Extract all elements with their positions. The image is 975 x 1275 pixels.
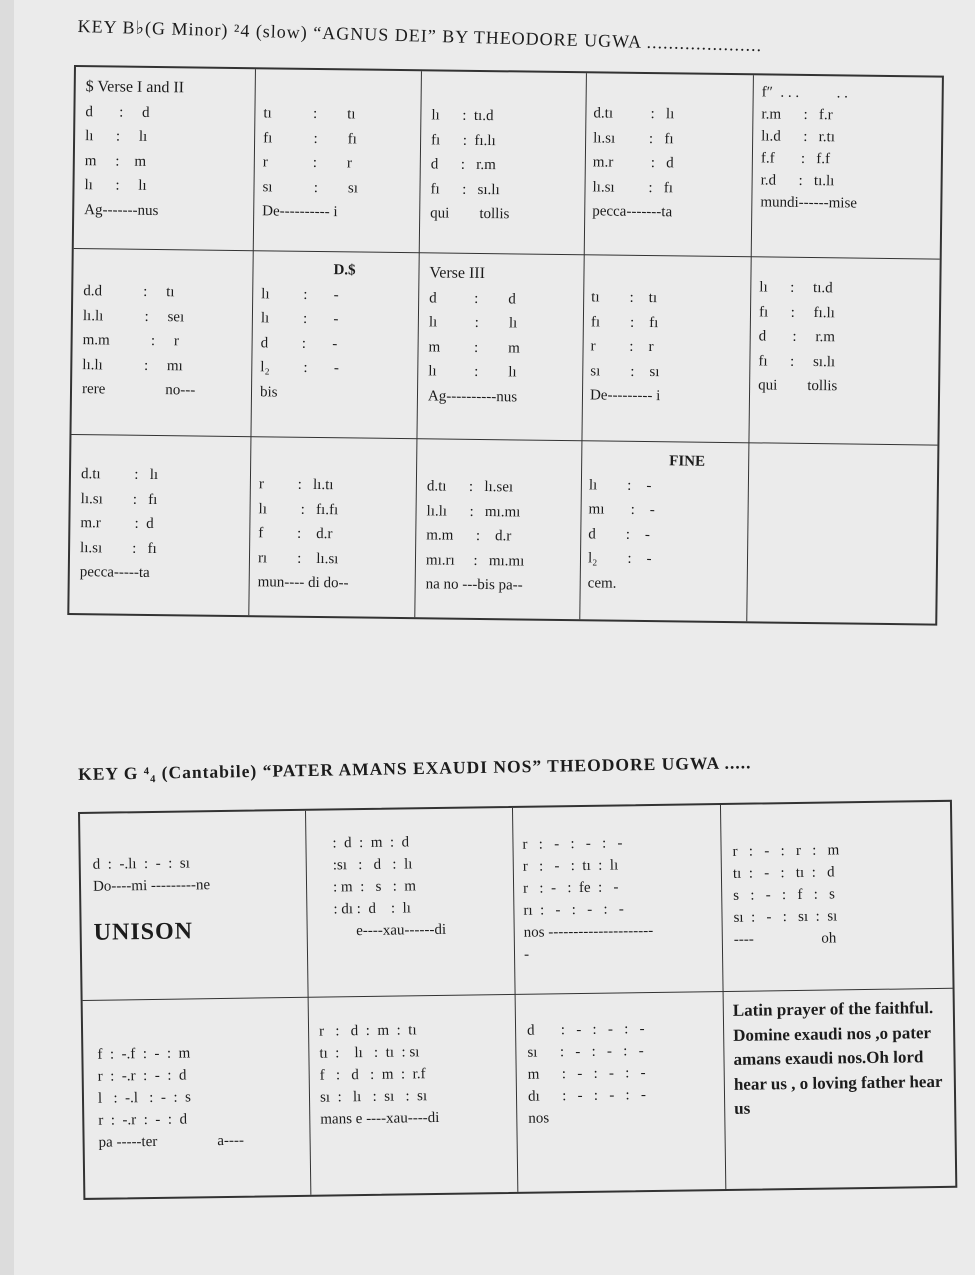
lyric-line: qui tollis (758, 377, 838, 395)
col-divider (248, 69, 256, 615)
note-line: d : - (588, 525, 651, 543)
note-line: lı.sı : fı (80, 539, 157, 557)
score-cell (733, 996, 950, 1121)
note-line: lı.sı : fı (592, 178, 674, 196)
note-line: r : -.r : - : d (97, 1067, 187, 1085)
note-line: lı : lı (84, 177, 147, 194)
note-line: m : - : - : - (527, 1065, 646, 1083)
note-line: lı : fı.fı (258, 500, 339, 518)
note-line: lı.d : r.tı (761, 128, 836, 146)
note-line: : m : s : m (332, 878, 417, 896)
note-line: r : - : fe : - (523, 879, 619, 897)
note-line: d : r.m (758, 328, 836, 346)
note-line: mı : - (588, 501, 655, 519)
lyric-line: Ag----------nus (427, 387, 518, 405)
dal-segno-marker: D.$ (333, 262, 356, 279)
page-edge (0, 0, 14, 1275)
note-line: lı.lı : mı (82, 356, 183, 374)
note-line: lı : lı (85, 128, 148, 145)
col-divider (746, 75, 754, 621)
note-line: m : m (84, 152, 147, 170)
note-line: fı : fı.lı (758, 303, 835, 321)
note-line: lı : - (261, 285, 339, 303)
note-line: tı : - : tı : d (732, 864, 835, 882)
note-line: fı : fı (590, 313, 659, 331)
note-line: sı : sı (590, 362, 660, 380)
note-line: l₂ : - (260, 359, 339, 377)
note-line: r : - : r : m (732, 842, 840, 860)
lyric-line: mans e ----xau----di (320, 1109, 440, 1128)
note-line: rı : lı.sı (257, 549, 339, 567)
note-line: r : r (262, 154, 353, 172)
note-line: d.d : tı (83, 283, 175, 301)
song2-title: KEY G ⁴₄ (Cantabile) “PATER AMANS EXAUDI NOS” THEODORE UGWA ..... (78, 752, 752, 784)
note-line: f.f : f.f (760, 150, 831, 168)
lyric-line: na no ---bis pa-- (425, 576, 523, 594)
score-cell (590, 285, 662, 408)
note-line: l₂ : - (587, 550, 652, 568)
note-line: lı : - (260, 310, 339, 328)
lyric-line: e----xau------di (333, 921, 447, 940)
note-line: l : -.l : - : s (97, 1089, 192, 1107)
col-divider (305, 811, 311, 1195)
lyric-line: mundi------mise (760, 194, 858, 212)
note-line: r.m : f.r (761, 106, 833, 124)
lyric-line: De---------- i (262, 203, 338, 221)
note-line: s : - : f : s (733, 886, 836, 904)
score-cell (332, 831, 446, 943)
lyric-line: cem. (587, 574, 617, 592)
lyric-line: qui tollis (430, 205, 510, 223)
score-cell (84, 75, 184, 223)
note-line: fı : sı.lı (430, 180, 500, 198)
note-line: lı : tı.d (431, 107, 494, 125)
score-cell (760, 81, 858, 214)
fine-marker: FINE (669, 453, 706, 470)
note-line: lı : - (588, 476, 652, 494)
row-divider (74, 248, 940, 260)
lyric-line: pecca-----ta (79, 564, 150, 581)
note-line: r : d : m : tı (318, 1022, 417, 1040)
note-line: d : r.m (430, 156, 496, 174)
note-line: lı.lı : seı (82, 307, 185, 325)
note-line: r : -.r : - : d (98, 1111, 188, 1129)
pater-amans-score-table (78, 800, 957, 1200)
lyric-line: bis (259, 383, 278, 401)
note-line: tı : lı : tı : sı (319, 1044, 420, 1062)
note-line: d : d (85, 103, 150, 121)
note-line: : dı : d : lı (333, 900, 412, 918)
note-line: tı : tı (263, 105, 356, 123)
lyric-line: ---- oh (733, 930, 837, 948)
note-line: : d : m : d (332, 834, 410, 852)
score-cell (428, 261, 521, 409)
agnus-dei-score-table (67, 65, 944, 626)
note-line: f : d.r (258, 525, 333, 543)
lyric-line: mun---- di do-- (257, 574, 349, 592)
note-line: r : - : tı : lı (522, 857, 619, 875)
note-line: m.r : d (592, 154, 674, 172)
note-line: f : -.f : - : m (97, 1045, 191, 1063)
note-line: m.r : d (80, 515, 154, 533)
score-cell (426, 474, 526, 598)
score-cell (527, 1018, 646, 1130)
note-line: lı.sı : fı (593, 129, 674, 147)
col-divider (720, 805, 726, 1189)
note-line: d : d (429, 289, 516, 307)
note-line: fı : fı.lı (431, 131, 496, 149)
note-line: dı : - : - : - (527, 1087, 647, 1105)
note-line: mı.rı : mı.mı (425, 551, 525, 570)
score-cell (93, 852, 211, 944)
score-cell (588, 448, 706, 596)
note-line: m.m : r (82, 332, 179, 350)
score-cell (97, 1042, 244, 1154)
lyric-line: pecca-------ta (592, 203, 673, 221)
note-line: r.d : tı.lı (760, 172, 835, 190)
note-line: lı.sı : fı (80, 490, 158, 508)
col-divider (512, 808, 518, 1192)
note-line: fı : fı (263, 129, 357, 147)
score-cell (80, 462, 159, 585)
lyric-line: pa -----ter a---- (98, 1132, 245, 1151)
verse-marker: Verse III (429, 264, 486, 283)
lyric-line: rere no--- (81, 381, 196, 399)
col-divider (579, 73, 587, 619)
song1-title: KEY B♭(G Minor) ²4 (slow) “AGNUS DEI” BY THEODORE UGWA ..................... (77, 16, 763, 56)
note-line: d : - (260, 334, 338, 352)
score-cell (260, 257, 356, 405)
note-line: f : d : m : r.f (319, 1066, 426, 1084)
note-line: lı : tı.d (759, 279, 833, 297)
score-cell (82, 279, 197, 403)
lyric-line: nos (528, 1110, 550, 1127)
continuation-dash: - (523, 946, 530, 963)
row-divider (71, 434, 937, 446)
note-line: r : - : - : - (522, 835, 623, 853)
unison-label: UNISON (93, 918, 194, 946)
note-line: d.tı : lı.seı (426, 478, 514, 496)
note-line: d : -.lı : - : sı (92, 855, 190, 873)
note-line: :sı : d : lı (332, 856, 413, 874)
note-line: m : m (428, 338, 520, 356)
note-line: m.m : d.r (426, 527, 512, 545)
lyric-line: nos --------------------- (523, 922, 654, 941)
score-cell (522, 832, 653, 966)
note-line: d.tı : lı (593, 105, 675, 123)
score-cell (262, 101, 359, 225)
score-cell (592, 101, 674, 224)
note-line: d : - : - : - (526, 1021, 645, 1039)
note-line: lı : lı (428, 363, 517, 381)
note-line: lı : lı (428, 314, 518, 332)
score-cell (258, 472, 350, 596)
score-cell (732, 839, 840, 950)
note-line: r : lı.tı (258, 476, 334, 494)
note-line: sı : - : sı : sı (733, 908, 838, 926)
score-cell (430, 103, 511, 226)
lyric-line: Ag-------nus (84, 201, 159, 219)
note-line: r : r (590, 338, 654, 356)
verse-marker: $ Verse I and II (85, 78, 185, 97)
note-line: d.tı : lı (80, 466, 159, 484)
note-line: rı : - : - : - (523, 901, 624, 919)
key-change-marker: f″ . . . . . (761, 84, 849, 102)
lyric-line: Do----mi ---------ne (92, 877, 211, 895)
col-divider (414, 71, 422, 617)
score-cell (758, 275, 839, 398)
note-line: lı.lı : mı.mı (426, 502, 521, 520)
note-line: sı : sı (262, 178, 359, 196)
lyric-line: De--------- i (589, 387, 661, 405)
score-cell (319, 1019, 440, 1131)
note-line: tı : tı (591, 289, 658, 307)
note-line: sı : lı : sı : sı (319, 1088, 428, 1106)
prayer-text: Latin prayer of the faithful. Domine exaudi nos ,o pater amans exaudi nos.Oh lord hear us , o loving father hear us (732, 998, 943, 1118)
note-line: sı : - : - : - (527, 1043, 644, 1061)
note-line: fı : sı.lı (758, 352, 836, 370)
